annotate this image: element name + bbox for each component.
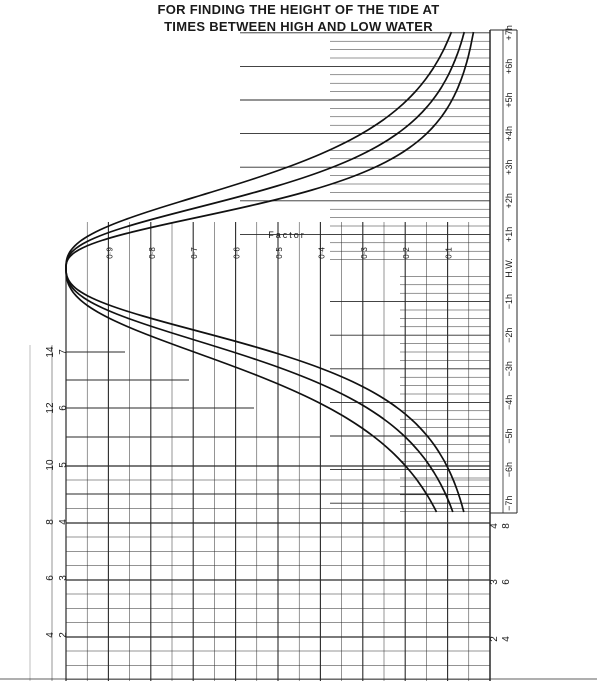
right-scale-label: 4 (501, 636, 512, 642)
left-scale-label: 6 (45, 575, 56, 581)
left-scale-label: 5 (58, 462, 69, 468)
time-tick-label: −1h (504, 293, 514, 310)
diagram-labels (45, 25, 514, 642)
time-tick-label: +7h (504, 25, 514, 41)
time-tick-label: −6h (504, 461, 514, 478)
right-scale-label: 6 (501, 579, 512, 585)
time-tick-label: +5h (504, 92, 514, 108)
right-scale-label: 4 (489, 523, 500, 529)
title-line-2: TIMES BETWEEN HIGH AND LOW WATER (164, 19, 433, 34)
left-scale-label: 4 (45, 632, 56, 638)
factor-tick-label: 0·9 (105, 247, 115, 259)
left-scale-label: 8 (45, 519, 56, 525)
time-tick-label: +4h (504, 125, 514, 142)
time-tick-label: −4h (504, 394, 514, 411)
time-tick-label: −5h (504, 428, 514, 444)
factor-tick-label: 0·7 (190, 247, 200, 259)
factor-tick-label: 0·8 (147, 247, 157, 259)
time-tick-label: −3h (504, 361, 514, 377)
left-scale-label: 4 (58, 519, 69, 525)
factor-tick-label: 0·3 (359, 247, 369, 259)
factor-tick-label: 0·2 (402, 247, 412, 259)
left-scale-label: 6 (58, 405, 69, 411)
factor-tick-label: 0·5 (275, 247, 284, 259)
time-tick-label: +2h (504, 193, 514, 209)
time-tick-label: H.W. (504, 258, 514, 278)
left-scale-label: 14 (45, 346, 56, 358)
tide-curve-2 (66, 32, 464, 512)
time-tick-label: +6h (504, 58, 514, 75)
factor-tick-label: 0·1 (444, 247, 454, 259)
tide-curves (66, 32, 473, 512)
tide-curve-1 (66, 32, 473, 512)
time-tick-label: −2h (504, 327, 514, 343)
right-scale-label: 2 (489, 636, 500, 642)
left-scale-label: 10 (45, 459, 56, 471)
left-scale-label: 7 (58, 349, 69, 355)
tide-curve-3 (66, 32, 451, 512)
title-line-1: FOR FINDING THE HEIGHT OF THE TIDE AT (157, 2, 440, 17)
factor-tick-label: 0·6 (232, 247, 242, 259)
factor-label: Factor (268, 230, 306, 240)
right-scale-label: 8 (501, 523, 512, 529)
time-tick-label: +1h (504, 226, 514, 243)
factor-tick-label: 0·4 (317, 247, 327, 259)
time-tick-label: +3h (504, 159, 514, 175)
left-scale-label: 2 (58, 632, 69, 638)
left-scale-label: 12 (45, 402, 56, 414)
left-scale-label: 3 (58, 575, 69, 581)
time-tick-label: −7h (504, 495, 514, 511)
right-scale-label: 3 (489, 579, 500, 585)
